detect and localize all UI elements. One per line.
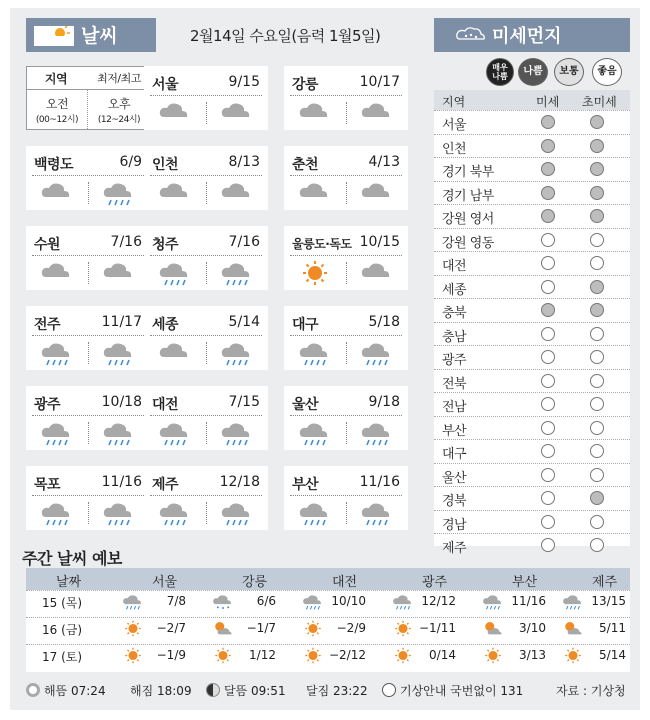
dust-region: 경남: [442, 517, 467, 533]
weekly-row: [26, 617, 630, 638]
dust-region: 경기 남부: [442, 188, 494, 204]
cloud-icon: [298, 180, 332, 206]
city-card: [284, 466, 408, 530]
pm10-level-dot: [541, 421, 555, 435]
weekly-temp: 7/8: [166, 594, 186, 608]
rain-icon: [220, 260, 254, 286]
dust-region: 경북: [442, 494, 467, 509]
pm25-level-dot: [590, 421, 604, 435]
weekly-temp: 0/14: [429, 648, 456, 662]
weekly-temp: −1/9: [156, 648, 186, 662]
weekly-header-city: 부산: [512, 575, 538, 590]
dust-title-bar: [434, 18, 630, 52]
pm25-level-dot: [590, 280, 604, 294]
weekly-temp: −1/7: [246, 621, 276, 635]
weather-hotline: 기상안내 국번없이 131: [400, 684, 524, 698]
dust-row: [434, 110, 630, 131]
city-temp: 9/18: [368, 394, 400, 410]
sun-cloud-icon: [34, 26, 74, 46]
weekly-title: 주간 날씨 예보: [22, 549, 122, 568]
pm25-level-dot: [590, 139, 604, 153]
city-temp: 7/15: [228, 394, 260, 410]
legend-minmax: 최저/최고: [97, 72, 141, 85]
city-temp: 11/17: [101, 314, 142, 330]
weekly-header: [26, 568, 630, 590]
pm10-level-dot: [541, 350, 555, 364]
pm10-level-dot: [541, 538, 555, 552]
dust-region: 인천: [442, 141, 467, 157]
dust-region: 부산: [442, 423, 467, 439]
rain-icon: [360, 500, 394, 526]
city-name: 세종: [152, 317, 179, 333]
city-name: 광주: [34, 397, 61, 413]
phone-icon: [382, 683, 396, 697]
rain-icon: [220, 340, 254, 366]
legend-am: 오전 (00~12시): [35, 97, 79, 125]
city-card: [144, 306, 268, 370]
pm10-level-dot: [541, 280, 555, 294]
cloud-icon: [102, 260, 136, 286]
pm25-level-dot: [590, 468, 604, 482]
weekly-table: [26, 568, 630, 672]
rain-icon: [298, 420, 332, 446]
dust-table: [434, 90, 630, 556]
dust-row: [434, 298, 630, 319]
city-card: [284, 146, 408, 210]
dust-region: 전남: [442, 400, 467, 415]
rain-icon: [40, 340, 74, 366]
level-very-bad-badge: 매우 나쁨: [486, 58, 514, 86]
dust-region: 경기 북부: [442, 165, 494, 180]
city-temp: 7/16: [110, 234, 142, 250]
moonrise-time: 달뜸 09:51: [224, 684, 286, 698]
rain-icon: [158, 260, 192, 286]
pm25-level-dot: [590, 515, 604, 529]
cloud-icon: [360, 180, 394, 206]
pm10-level-dot: [541, 115, 555, 129]
level-good-badge: 좋음: [592, 58, 622, 86]
weather-page: [10, 8, 640, 710]
city-temp: 5/18: [368, 314, 400, 330]
dust-row: [434, 204, 630, 225]
city-name: 목포: [34, 477, 61, 493]
pm10-level-dot: [541, 374, 555, 388]
dust-row: [434, 275, 630, 296]
weekly-header-city: 대전: [332, 575, 358, 590]
cloud-icon: [220, 180, 254, 206]
city-temp: 10/18: [101, 394, 142, 410]
pm10-level-dot: [541, 303, 555, 317]
dust-row: [434, 533, 630, 554]
pm10-level-dot: [541, 256, 555, 270]
pm10-level-dot: [541, 209, 555, 223]
dust-row: [434, 345, 630, 366]
city-name: 인천: [152, 157, 179, 173]
pm10-level-dot: [541, 162, 555, 176]
moon-icon: [206, 683, 220, 697]
dust-region: 세종: [442, 282, 467, 298]
dust-row: [434, 134, 630, 155]
rain-icon: [220, 500, 254, 526]
dust-region: 대전: [442, 259, 467, 274]
weekly-temp: 12/12: [421, 594, 456, 608]
pm10-level-dot: [541, 233, 555, 247]
dust-row: [434, 228, 630, 249]
dust-region: 충남: [442, 329, 467, 345]
city-name: 대구: [292, 317, 319, 333]
city-card: [26, 466, 150, 530]
weekly-temp: 13/15: [591, 594, 626, 608]
dust-region: 충북: [442, 306, 467, 321]
dust-row: [434, 510, 630, 531]
rain-icon: [360, 420, 394, 446]
pm25-level-dot: [590, 397, 604, 411]
dust-region: 제주: [442, 541, 467, 556]
city-temp: 6/9: [119, 154, 142, 170]
rain-icon: [220, 420, 254, 446]
city-temp: 8/13: [228, 154, 260, 170]
pm10-level-dot: [541, 444, 555, 458]
city-card: [26, 226, 150, 290]
city-name: 수원: [34, 237, 61, 253]
city-temp: 7/16: [228, 234, 260, 250]
cloud-icon: [298, 100, 332, 126]
weekly-temp: −2/12: [328, 648, 366, 662]
rain-icon: [40, 420, 74, 446]
rain-icon: [158, 500, 192, 526]
weekly-temp: 10/10: [331, 594, 366, 608]
rain-icon: [102, 420, 136, 446]
cloud-icon: [158, 180, 192, 206]
rain-icon: [102, 500, 136, 526]
dust-icon: [456, 27, 486, 45]
pm25-level-dot: [590, 186, 604, 200]
city-card: [26, 386, 150, 450]
cloud-icon: [158, 340, 192, 366]
dust-row: [434, 181, 630, 202]
dust-row: [434, 439, 630, 460]
dust-row: [434, 369, 630, 390]
sunrise-icon: [26, 683, 40, 697]
city-card: [144, 66, 268, 130]
city-name: 전주: [34, 317, 61, 333]
sun-icon: [298, 260, 332, 286]
pm25-level-dot: [590, 374, 604, 388]
pm10-level-dot: [541, 468, 555, 482]
weather-title: 날씨: [81, 25, 118, 47]
city-temp: 9/15: [228, 74, 260, 90]
weekly-row: [26, 590, 630, 611]
city-name: 강릉: [292, 77, 319, 93]
pm10-level-dot: [541, 327, 555, 341]
dust-row: [434, 157, 630, 178]
city-name: 울산: [292, 397, 319, 413]
dust-region: 울산: [442, 470, 467, 486]
weekly-header-city: 광주: [422, 575, 448, 590]
dust-region: 대구: [442, 447, 467, 462]
moonset-time: 달짐 23:22: [306, 684, 368, 698]
city-card: [284, 386, 408, 450]
city-temp: 4/13: [368, 154, 400, 170]
pm25-level-dot: [590, 303, 604, 317]
dust-region: 강원 영동: [442, 235, 494, 251]
dust-table-header: [434, 90, 630, 110]
weekly-temp: 3/10: [519, 621, 546, 635]
weekly-date: 15 (목): [42, 596, 83, 610]
weekly-temp: −2/9: [336, 621, 366, 635]
weekly-temp: 1/12: [249, 648, 276, 662]
cloud-icon: [360, 260, 394, 286]
weekly-date: 16 (금): [42, 623, 83, 637]
weekly-temp: 11/16: [511, 594, 546, 608]
city-card: [144, 226, 268, 290]
rain-icon: [102, 340, 136, 366]
dust-title: 미세먼지: [492, 26, 562, 47]
rain-icon: [40, 500, 74, 526]
dust-region: 전북: [442, 376, 467, 392]
cloud-icon: [40, 260, 74, 286]
city-name: 춘천: [292, 157, 319, 173]
city-name: 제주: [152, 477, 179, 493]
rain-icon: [158, 420, 192, 446]
dust-header-pm10: 미세: [536, 95, 560, 109]
weekly-temp: −1/11: [418, 621, 456, 635]
level-bad-badge: 나쁨: [518, 58, 548, 86]
city-card: [26, 306, 150, 370]
city-temp: 5/14: [228, 314, 260, 330]
pm10-level-dot: [541, 491, 555, 505]
pm25-level-dot: [590, 233, 604, 247]
city-temp: 12/18: [219, 474, 260, 490]
pm25-level-dot: [590, 327, 604, 341]
dust-row: [434, 486, 630, 507]
weekly-header-city: 강릉: [242, 575, 268, 590]
pm25-level-dot: [590, 350, 604, 364]
city-name: 서울: [152, 77, 179, 93]
pm25-level-dot: [590, 209, 604, 223]
weekly-date: 17 (토): [42, 650, 83, 664]
legend-pm: 오후 (12~24시): [97, 97, 141, 125]
dust-row: [434, 251, 630, 272]
cloud-icon: [220, 100, 254, 126]
city-temp: 10/17: [359, 74, 400, 90]
cloud-icon: [360, 100, 394, 126]
city-name: 청주: [152, 237, 179, 253]
dust-row: [434, 322, 630, 343]
dust-header-pm25: 초미세: [582, 95, 617, 109]
pm10-level-dot: [541, 397, 555, 411]
weekly-header-city: 제주: [592, 575, 618, 590]
dust-region: 서울: [442, 118, 467, 133]
city-temp: 10/15: [359, 234, 400, 250]
weekly-header-city: 서울: [152, 575, 178, 590]
city-card: [144, 466, 268, 530]
city-card: [284, 306, 408, 370]
dust-row: [434, 463, 630, 484]
weekly-row: [26, 644, 630, 665]
dust-region: 광주: [442, 353, 467, 368]
dust-header-region: 지역: [442, 95, 466, 109]
level-normal-badge: 보통: [554, 58, 584, 86]
data-source: 자료 : 기상청: [556, 684, 626, 698]
city-name: 백령도: [34, 157, 74, 173]
weekly-temp: −2/7: [156, 621, 186, 635]
pm10-level-dot: [541, 139, 555, 153]
footer: [26, 680, 630, 702]
city-temp: 11/16: [101, 474, 142, 490]
cloud-icon: [40, 180, 74, 206]
rain-icon: [298, 500, 332, 526]
city-name: 부산: [292, 477, 319, 493]
weekly-temp: 5/11: [599, 621, 626, 635]
city-card: [144, 386, 268, 450]
pm25-level-dot: [590, 256, 604, 270]
city-temp: 11/16: [359, 474, 400, 490]
dust-row: [434, 416, 630, 437]
pm25-level-dot: [590, 115, 604, 129]
weather-title-bar: [26, 18, 156, 52]
city-card: [284, 226, 408, 290]
dust-level-legend: [486, 58, 636, 86]
cloud-icon: [158, 100, 192, 126]
rain-icon: [360, 340, 394, 366]
pm25-level-dot: [590, 538, 604, 552]
sunrise-time: 해뜸 07:24: [44, 684, 106, 698]
sunset-time: 해짐 18:09: [130, 684, 192, 698]
pm25-level-dot: [590, 162, 604, 176]
rain-icon: [102, 180, 136, 206]
weekly-temp: 6/6: [256, 594, 276, 608]
rain-icon: [298, 340, 332, 366]
pm25-level-dot: [590, 444, 604, 458]
weekly-temp: 3/13: [519, 648, 546, 662]
city-name: 대전: [152, 397, 179, 413]
dust-region: 강원 영서: [442, 212, 494, 227]
pm25-level-dot: [590, 491, 604, 505]
legend-region: 지역: [44, 72, 68, 86]
city-card: [284, 66, 408, 130]
city-card: [144, 146, 268, 210]
weekly-temp: 5/14: [599, 648, 626, 662]
city-card: [26, 146, 150, 210]
weather-legend: [26, 66, 150, 130]
weekly-header-date: 날짜: [56, 575, 82, 590]
pm10-level-dot: [541, 515, 555, 529]
city-name: 울릉도·독도: [292, 237, 352, 251]
date-label: 2월14일 수요일(음력 1월5일): [190, 27, 381, 45]
dust-row: [434, 392, 630, 413]
pm10-level-dot: [541, 186, 555, 200]
